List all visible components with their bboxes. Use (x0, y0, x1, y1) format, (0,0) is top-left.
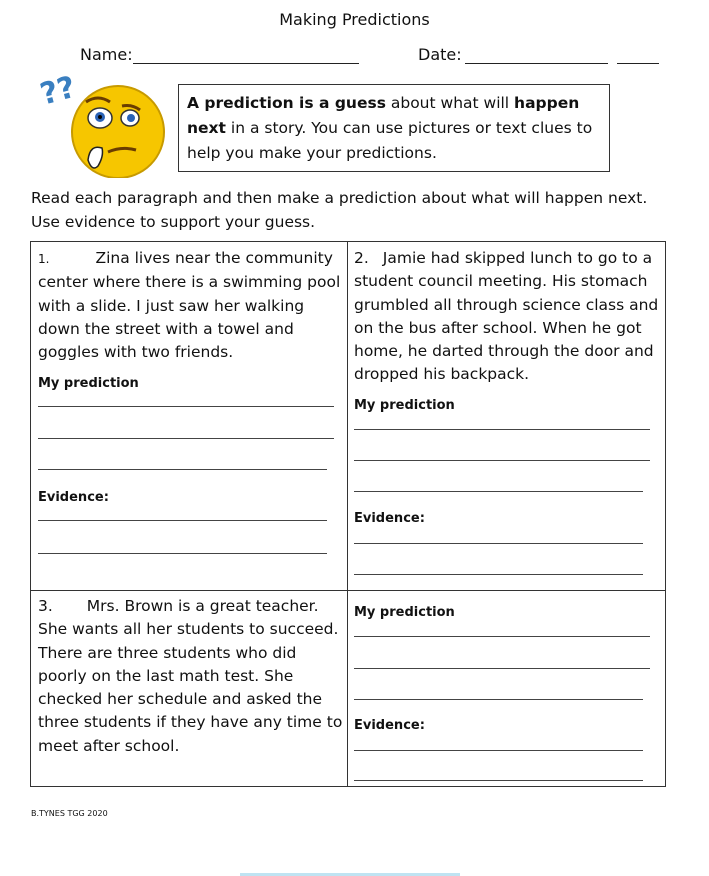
section-1-evidence-line[interactable] (38, 553, 327, 554)
definition-box (178, 84, 610, 172)
section-3-paragraph (38, 595, 344, 758)
section-3-first-line: Mrs. Brown is a great teacher. (86, 597, 319, 615)
section-2-prediction-line[interactable] (354, 491, 643, 492)
name-label: Name: (80, 45, 133, 64)
section-1-prediction-line[interactable] (38, 438, 334, 439)
section-2-prediction-line[interactable] (354, 460, 650, 461)
grid-divider-vertical (347, 241, 348, 787)
section-2-first-line: Jamie had skipped lunch to go to a (382, 249, 653, 267)
section-3-number: 3. (38, 597, 53, 615)
date-line[interactable] (465, 63, 608, 64)
section-2-text: student council meeting. His stomach grumbled all through science class and on the bus after school. When he got home, he darted through the door and dropped his backpack. (354, 272, 659, 384)
section-3-prediction-line[interactable] (354, 668, 650, 669)
section-1-text: center where there is a swimming pool with a slide. I just saw her walking down the street with a towel and goggles with two friends. (38, 273, 341, 362)
section-1-evidence-line[interactable] (38, 520, 327, 521)
grid-divider-horizontal (30, 590, 666, 591)
thinking-face-icon (30, 68, 170, 178)
section-1-prediction-line[interactable] (38, 406, 334, 407)
section-1-paragraph (38, 247, 342, 364)
footer-credit: B.TYNES TGG 2020 (31, 809, 108, 818)
question-marks-icon: ?? (36, 69, 80, 113)
section-3-evidence-label: Evidence: (354, 718, 425, 733)
section-3-prediction-line[interactable] (354, 636, 650, 637)
name-line[interactable] (133, 63, 359, 64)
section-1-first-line: Zina lives near the community (95, 249, 333, 267)
section-1-prediction-line[interactable] (38, 469, 327, 470)
section-3-prediction-label: My prediction (354, 605, 455, 620)
section-2-paragraph (354, 247, 660, 387)
date-label: Date: (418, 45, 462, 64)
section-3-evidence-line[interactable] (354, 780, 643, 781)
section-2-evidence-line[interactable] (354, 543, 643, 544)
section-2-evidence-line[interactable] (354, 574, 643, 575)
section-1-number: 1. (38, 252, 50, 266)
section-3-text: She wants all her students to succeed. There are three students who did poorly on the last math test. She checked her schedule and asked the three students if they have any time to meet after school. (38, 620, 343, 755)
definition-bold-1: A prediction is a guess (187, 94, 386, 112)
section-3-evidence-line[interactable] (354, 750, 643, 751)
date-line-extra[interactable] (617, 63, 659, 64)
definition-text-1: about what will (385, 94, 515, 112)
definition-text-2: in a story. You can use pictures or text clues to help you make your predictions. (187, 119, 593, 162)
instructions: Read each paragraph and then make a prediction about what will happen next. Use evidence to support your guess. (31, 189, 648, 231)
section-1-evidence-label: Evidence: (38, 490, 109, 505)
section-3-prediction-line[interactable] (354, 699, 643, 700)
section-2-prediction-line[interactable] (354, 429, 650, 430)
section-2-prediction-label: My prediction (354, 398, 455, 413)
section-2-number: 2. (354, 249, 369, 267)
definition-bold-2: happen next (187, 94, 580, 137)
section-2-evidence-label: Evidence: (354, 511, 425, 526)
section-1-prediction-label: My prediction (38, 376, 139, 391)
page-title: Making Predictions (279, 10, 430, 29)
